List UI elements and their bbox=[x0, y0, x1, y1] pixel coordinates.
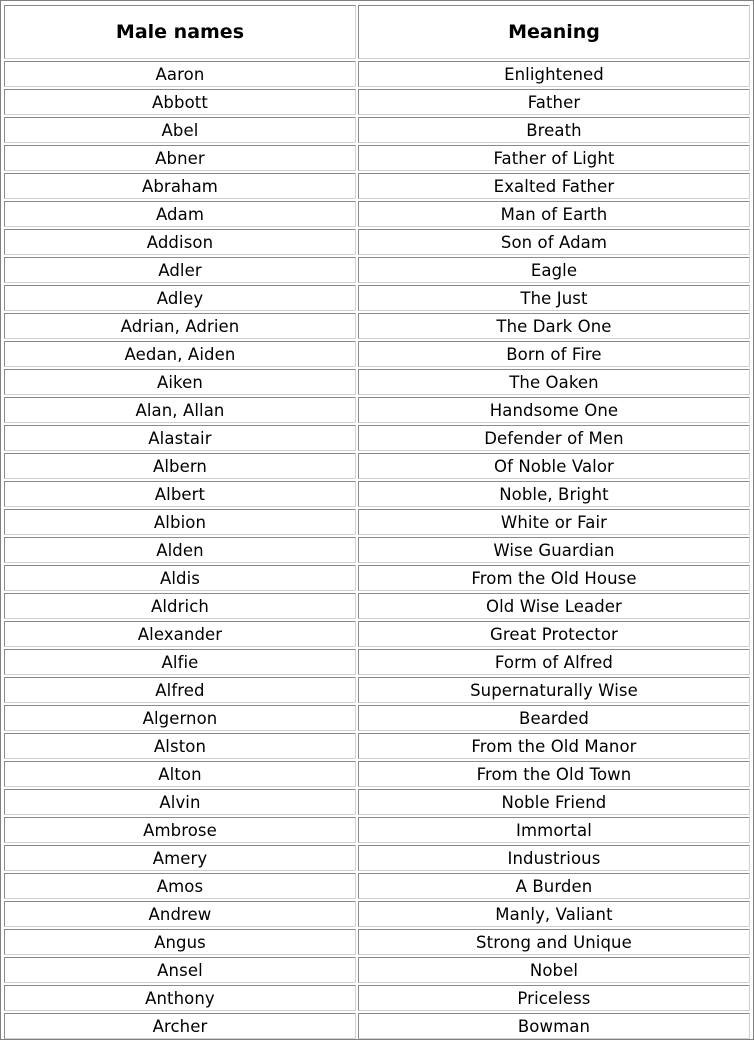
table-row bbox=[4, 845, 750, 871]
name-cell: Alexander bbox=[4, 621, 356, 647]
name-cell: Andrew bbox=[4, 901, 356, 927]
meaning-cell: Defender of Men bbox=[358, 425, 750, 451]
name-cell: Addison bbox=[4, 229, 356, 255]
meaning-cell: A Burden bbox=[358, 873, 750, 899]
meaning-cell: Bearded bbox=[358, 705, 750, 731]
meaning-cell: The Oaken bbox=[358, 369, 750, 395]
name-cell: Abbott bbox=[4, 89, 356, 115]
name-cell: Alan, Allan bbox=[4, 397, 356, 423]
meaning-cell: Enlightened bbox=[358, 61, 750, 87]
table-row bbox=[4, 705, 750, 731]
meaning-cell: Breath bbox=[358, 117, 750, 143]
table-row bbox=[4, 593, 750, 619]
table-row bbox=[4, 537, 750, 563]
table-row bbox=[4, 873, 750, 899]
meaning-cell: Priceless bbox=[358, 985, 750, 1011]
name-cell: Algernon bbox=[4, 705, 356, 731]
meaning-cell: Industrious bbox=[358, 845, 750, 871]
table-row bbox=[4, 901, 750, 927]
table-row bbox=[4, 761, 750, 787]
name-cell: Archer bbox=[4, 1013, 356, 1039]
name-cell: Abel bbox=[4, 117, 356, 143]
table-row bbox=[4, 481, 750, 507]
meaning-cell: Father bbox=[358, 89, 750, 115]
meaning-cell: Handsome One bbox=[358, 397, 750, 423]
table-row bbox=[4, 565, 750, 591]
table-row bbox=[4, 425, 750, 451]
name-cell: Angus bbox=[4, 929, 356, 955]
table-row bbox=[4, 285, 750, 311]
table-row bbox=[4, 397, 750, 423]
meaning-cell: Old Wise Leader bbox=[358, 593, 750, 619]
meaning-cell: Born of Fire bbox=[358, 341, 750, 367]
table-row bbox=[4, 957, 750, 983]
table-row bbox=[4, 649, 750, 675]
name-cell: Alton bbox=[4, 761, 356, 787]
table-row bbox=[4, 229, 750, 255]
name-cell: Albern bbox=[4, 453, 356, 479]
meaning-cell: Father of Light bbox=[358, 145, 750, 171]
table-row bbox=[4, 929, 750, 955]
name-cell: Aiken bbox=[4, 369, 356, 395]
name-cell: Aaron bbox=[4, 61, 356, 87]
meaning-cell: From the Old Manor bbox=[358, 733, 750, 759]
table-body bbox=[4, 61, 750, 1039]
meaning-cell: Manly, Valiant bbox=[358, 901, 750, 927]
table-row bbox=[4, 1013, 750, 1039]
table-row bbox=[4, 621, 750, 647]
meaning-cell: From the Old Town bbox=[358, 761, 750, 787]
meaning-cell: Nobel bbox=[358, 957, 750, 983]
name-cell: Albion bbox=[4, 509, 356, 535]
names-table bbox=[2, 3, 752, 1041]
table-row bbox=[4, 509, 750, 535]
meaning-cell: The Just bbox=[358, 285, 750, 311]
name-cell: Aldis bbox=[4, 565, 356, 591]
name-cell: Amos bbox=[4, 873, 356, 899]
name-cell: Albert bbox=[4, 481, 356, 507]
name-cell: Aedan, Aiden bbox=[4, 341, 356, 367]
meaning-cell: Man of Earth bbox=[358, 201, 750, 227]
meaning-cell: Immortal bbox=[358, 817, 750, 843]
meaning-cell: Of Noble Valor bbox=[358, 453, 750, 479]
meaning-cell: Great Protector bbox=[358, 621, 750, 647]
name-cell: Alvin bbox=[4, 789, 356, 815]
name-cell: Adam bbox=[4, 201, 356, 227]
name-cell: Alastair bbox=[4, 425, 356, 451]
table-row bbox=[4, 985, 750, 1011]
meaning-cell: Bowman bbox=[358, 1013, 750, 1039]
name-cell: Adley bbox=[4, 285, 356, 311]
meaning-cell: Form of Alfred bbox=[358, 649, 750, 675]
name-cell: Anthony bbox=[4, 985, 356, 1011]
header-row bbox=[4, 5, 750, 59]
name-cell: Amery bbox=[4, 845, 356, 871]
name-cell: Alfred bbox=[4, 677, 356, 703]
table-row bbox=[4, 89, 750, 115]
name-cell: Abraham bbox=[4, 173, 356, 199]
column-header-male-names: Male names bbox=[4, 5, 356, 59]
table-row bbox=[4, 257, 750, 283]
table-row bbox=[4, 313, 750, 339]
meaning-cell: Exalted Father bbox=[358, 173, 750, 199]
table-row bbox=[4, 341, 750, 367]
table-row bbox=[4, 677, 750, 703]
meaning-cell: Noble, Bright bbox=[358, 481, 750, 507]
meaning-cell: White or Fair bbox=[358, 509, 750, 535]
name-cell: Adrian, Adrien bbox=[4, 313, 356, 339]
table-row bbox=[4, 733, 750, 759]
table-row bbox=[4, 817, 750, 843]
name-cell: Alden bbox=[4, 537, 356, 563]
column-header-meaning: Meaning bbox=[358, 5, 750, 59]
meaning-cell: Strong and Unique bbox=[358, 929, 750, 955]
table-row bbox=[4, 145, 750, 171]
table-row bbox=[4, 453, 750, 479]
meaning-cell: The Dark One bbox=[358, 313, 750, 339]
name-cell: Abner bbox=[4, 145, 356, 171]
meaning-cell: Wise Guardian bbox=[358, 537, 750, 563]
name-cell: Alfie bbox=[4, 649, 356, 675]
meaning-cell: From the Old House bbox=[358, 565, 750, 591]
table-row bbox=[4, 61, 750, 87]
name-cell: Aldrich bbox=[4, 593, 356, 619]
name-cell: Ansel bbox=[4, 957, 356, 983]
meaning-cell: Son of Adam bbox=[358, 229, 750, 255]
table-row bbox=[4, 789, 750, 815]
table-row bbox=[4, 201, 750, 227]
table-row bbox=[4, 173, 750, 199]
table-row bbox=[4, 369, 750, 395]
name-cell: Adler bbox=[4, 257, 356, 283]
meaning-cell: Supernaturally Wise bbox=[358, 677, 750, 703]
table-row bbox=[4, 117, 750, 143]
meaning-cell: Eagle bbox=[358, 257, 750, 283]
name-cell: Ambrose bbox=[4, 817, 356, 843]
name-cell: Alston bbox=[4, 733, 356, 759]
meaning-cell: Noble Friend bbox=[358, 789, 750, 815]
